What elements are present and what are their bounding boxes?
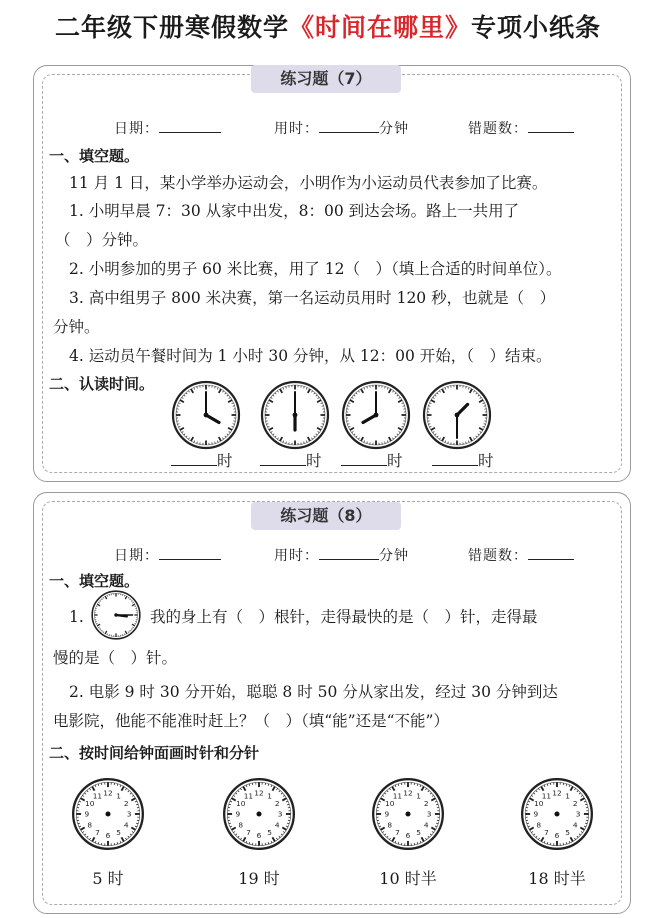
- intro-text: 11 月 1 日，某小学举办运动会，小明作为小运动员代表参加了比赛。: [69, 174, 548, 192]
- svg-text:8: 8: [238, 820, 244, 830]
- svg-text:9: 9: [384, 809, 390, 819]
- section-read-time: 二、认读时间。: [49, 375, 155, 393]
- clock-face: [170, 379, 242, 451]
- svg-text:10: 10: [85, 799, 95, 809]
- svg-text:6: 6: [256, 830, 262, 840]
- section-fill-blank: 一、填空题。: [49, 572, 140, 590]
- exercise-7-heading: 练习题（7）: [251, 65, 401, 93]
- section-draw-hands: 二、按时间给钟面画时针和分针: [49, 744, 260, 762]
- svg-text:1: 1: [416, 791, 421, 801]
- duration-field[interactable]: 用时： 分钟: [274, 116, 409, 138]
- svg-text:9: 9: [84, 809, 90, 819]
- svg-text:11: 11: [392, 791, 403, 801]
- svg-text:4: 4: [123, 820, 129, 830]
- question-2: 2. 电影 9 时 30 分开始，聪聪 8 时 50 分从家出发，经过 30 分钟到达: [69, 683, 558, 701]
- question-2-cont: 电影院，他能不能准时赶上？（ ）（填“能”还是“不能”）: [53, 712, 449, 730]
- clock-face: [259, 379, 331, 451]
- error-count-field[interactable]: 错题数：: [468, 543, 574, 565]
- error-count-field[interactable]: 错题数：: [468, 116, 574, 138]
- section-fill-blank: 一、填空题。: [49, 147, 140, 165]
- svg-text:7: 7: [95, 828, 100, 838]
- svg-text:6: 6: [105, 830, 111, 840]
- blank-clock-face[interactable]: [70, 776, 146, 852]
- question-1-cont: （ ）分钟。: [55, 231, 149, 249]
- svg-text:7: 7: [395, 828, 400, 838]
- question-1: 我的身上有（ ）根针，走得最快的是（ ）针，走得最: [150, 608, 538, 626]
- question-1-number: 1.: [69, 608, 84, 626]
- svg-text:4: 4: [274, 820, 280, 830]
- clock-face: [421, 379, 493, 451]
- clock-label: 18 时半: [528, 869, 586, 888]
- clock-face: [90, 589, 142, 641]
- svg-text:4: 4: [423, 820, 429, 830]
- svg-text:8: 8: [536, 820, 542, 830]
- svg-text:12: 12: [403, 788, 413, 798]
- svg-text:5: 5: [267, 828, 272, 838]
- blank-clock-face[interactable]: [370, 776, 446, 852]
- svg-text:6: 6: [554, 830, 560, 840]
- svg-text:5: 5: [416, 828, 421, 838]
- blank-clock-face[interactable]: [221, 776, 297, 852]
- duration-field[interactable]: 用时： 分钟: [274, 543, 409, 565]
- date-field[interactable]: 日期：: [114, 543, 221, 565]
- clock-label: 19 时: [238, 869, 280, 888]
- page-title: 二年级下册寒假数学《时间在哪里》专项小纸条: [54, 13, 602, 42]
- svg-text:3: 3: [426, 809, 432, 819]
- exercise-7-card: [33, 65, 631, 482]
- svg-text:8: 8: [87, 820, 93, 830]
- svg-text:11: 11: [243, 791, 254, 801]
- question-1: 1. 小明早晨 7：30 从家中出发，8：00 到达会场。路上一共用了: [69, 202, 520, 220]
- svg-text:11: 11: [92, 791, 103, 801]
- clock-label: 10 时半: [379, 869, 437, 888]
- svg-text:2: 2: [572, 799, 578, 809]
- svg-text:3: 3: [277, 809, 283, 819]
- svg-text:10: 10: [385, 799, 395, 809]
- question-4: 4. 运动员午餐时间为 1 小时 30 分钟，从 12：00 开始，（ ）结束。: [69, 347, 552, 365]
- question-2: 2. 小明参加的男子 60 米比赛，用了 12（ ）（填上合适的时间单位）。: [69, 260, 562, 278]
- svg-text:5: 5: [116, 828, 121, 838]
- svg-text:2: 2: [423, 799, 429, 809]
- svg-text:7: 7: [544, 828, 549, 838]
- clock-label: 5 时: [92, 869, 124, 888]
- svg-text:9: 9: [533, 809, 539, 819]
- svg-text:10: 10: [236, 799, 246, 809]
- date-field[interactable]: 日期：: [114, 116, 221, 138]
- svg-text:8: 8: [387, 820, 393, 830]
- answer-blank[interactable]: 时: [171, 449, 233, 471]
- svg-text:6: 6: [405, 830, 411, 840]
- svg-text:3: 3: [126, 809, 132, 819]
- svg-text:1: 1: [116, 791, 121, 801]
- svg-text:1: 1: [267, 791, 272, 801]
- svg-text:2: 2: [274, 799, 280, 809]
- svg-text:12: 12: [254, 788, 264, 798]
- exercise-8-heading: 练习题（8）: [251, 502, 401, 530]
- clock-face: [340, 379, 412, 451]
- svg-text:5: 5: [565, 828, 570, 838]
- answer-blank[interactable]: 时: [260, 449, 322, 471]
- svg-text:7: 7: [246, 828, 251, 838]
- svg-text:1: 1: [565, 791, 570, 801]
- svg-text:11: 11: [541, 791, 552, 801]
- answer-blank[interactable]: 时: [341, 449, 403, 471]
- exercise-8-card: [33, 492, 631, 914]
- svg-text:4: 4: [572, 820, 578, 830]
- svg-text:12: 12: [552, 788, 562, 798]
- question-3-cont: 分钟。: [53, 318, 100, 336]
- svg-text:2: 2: [123, 799, 129, 809]
- svg-text:10: 10: [534, 799, 544, 809]
- svg-text:12: 12: [103, 788, 113, 798]
- svg-text:9: 9: [235, 809, 241, 819]
- svg-text:3: 3: [575, 809, 581, 819]
- answer-blank[interactable]: 时: [432, 449, 494, 471]
- blank-clock-face[interactable]: [519, 776, 595, 852]
- question-3: 3. 高中组男子 800 米决赛，第一名运动员用时 120 秒，也就是（ ）: [69, 289, 556, 307]
- question-1-cont: 慢的是（ ）针。: [53, 649, 178, 667]
